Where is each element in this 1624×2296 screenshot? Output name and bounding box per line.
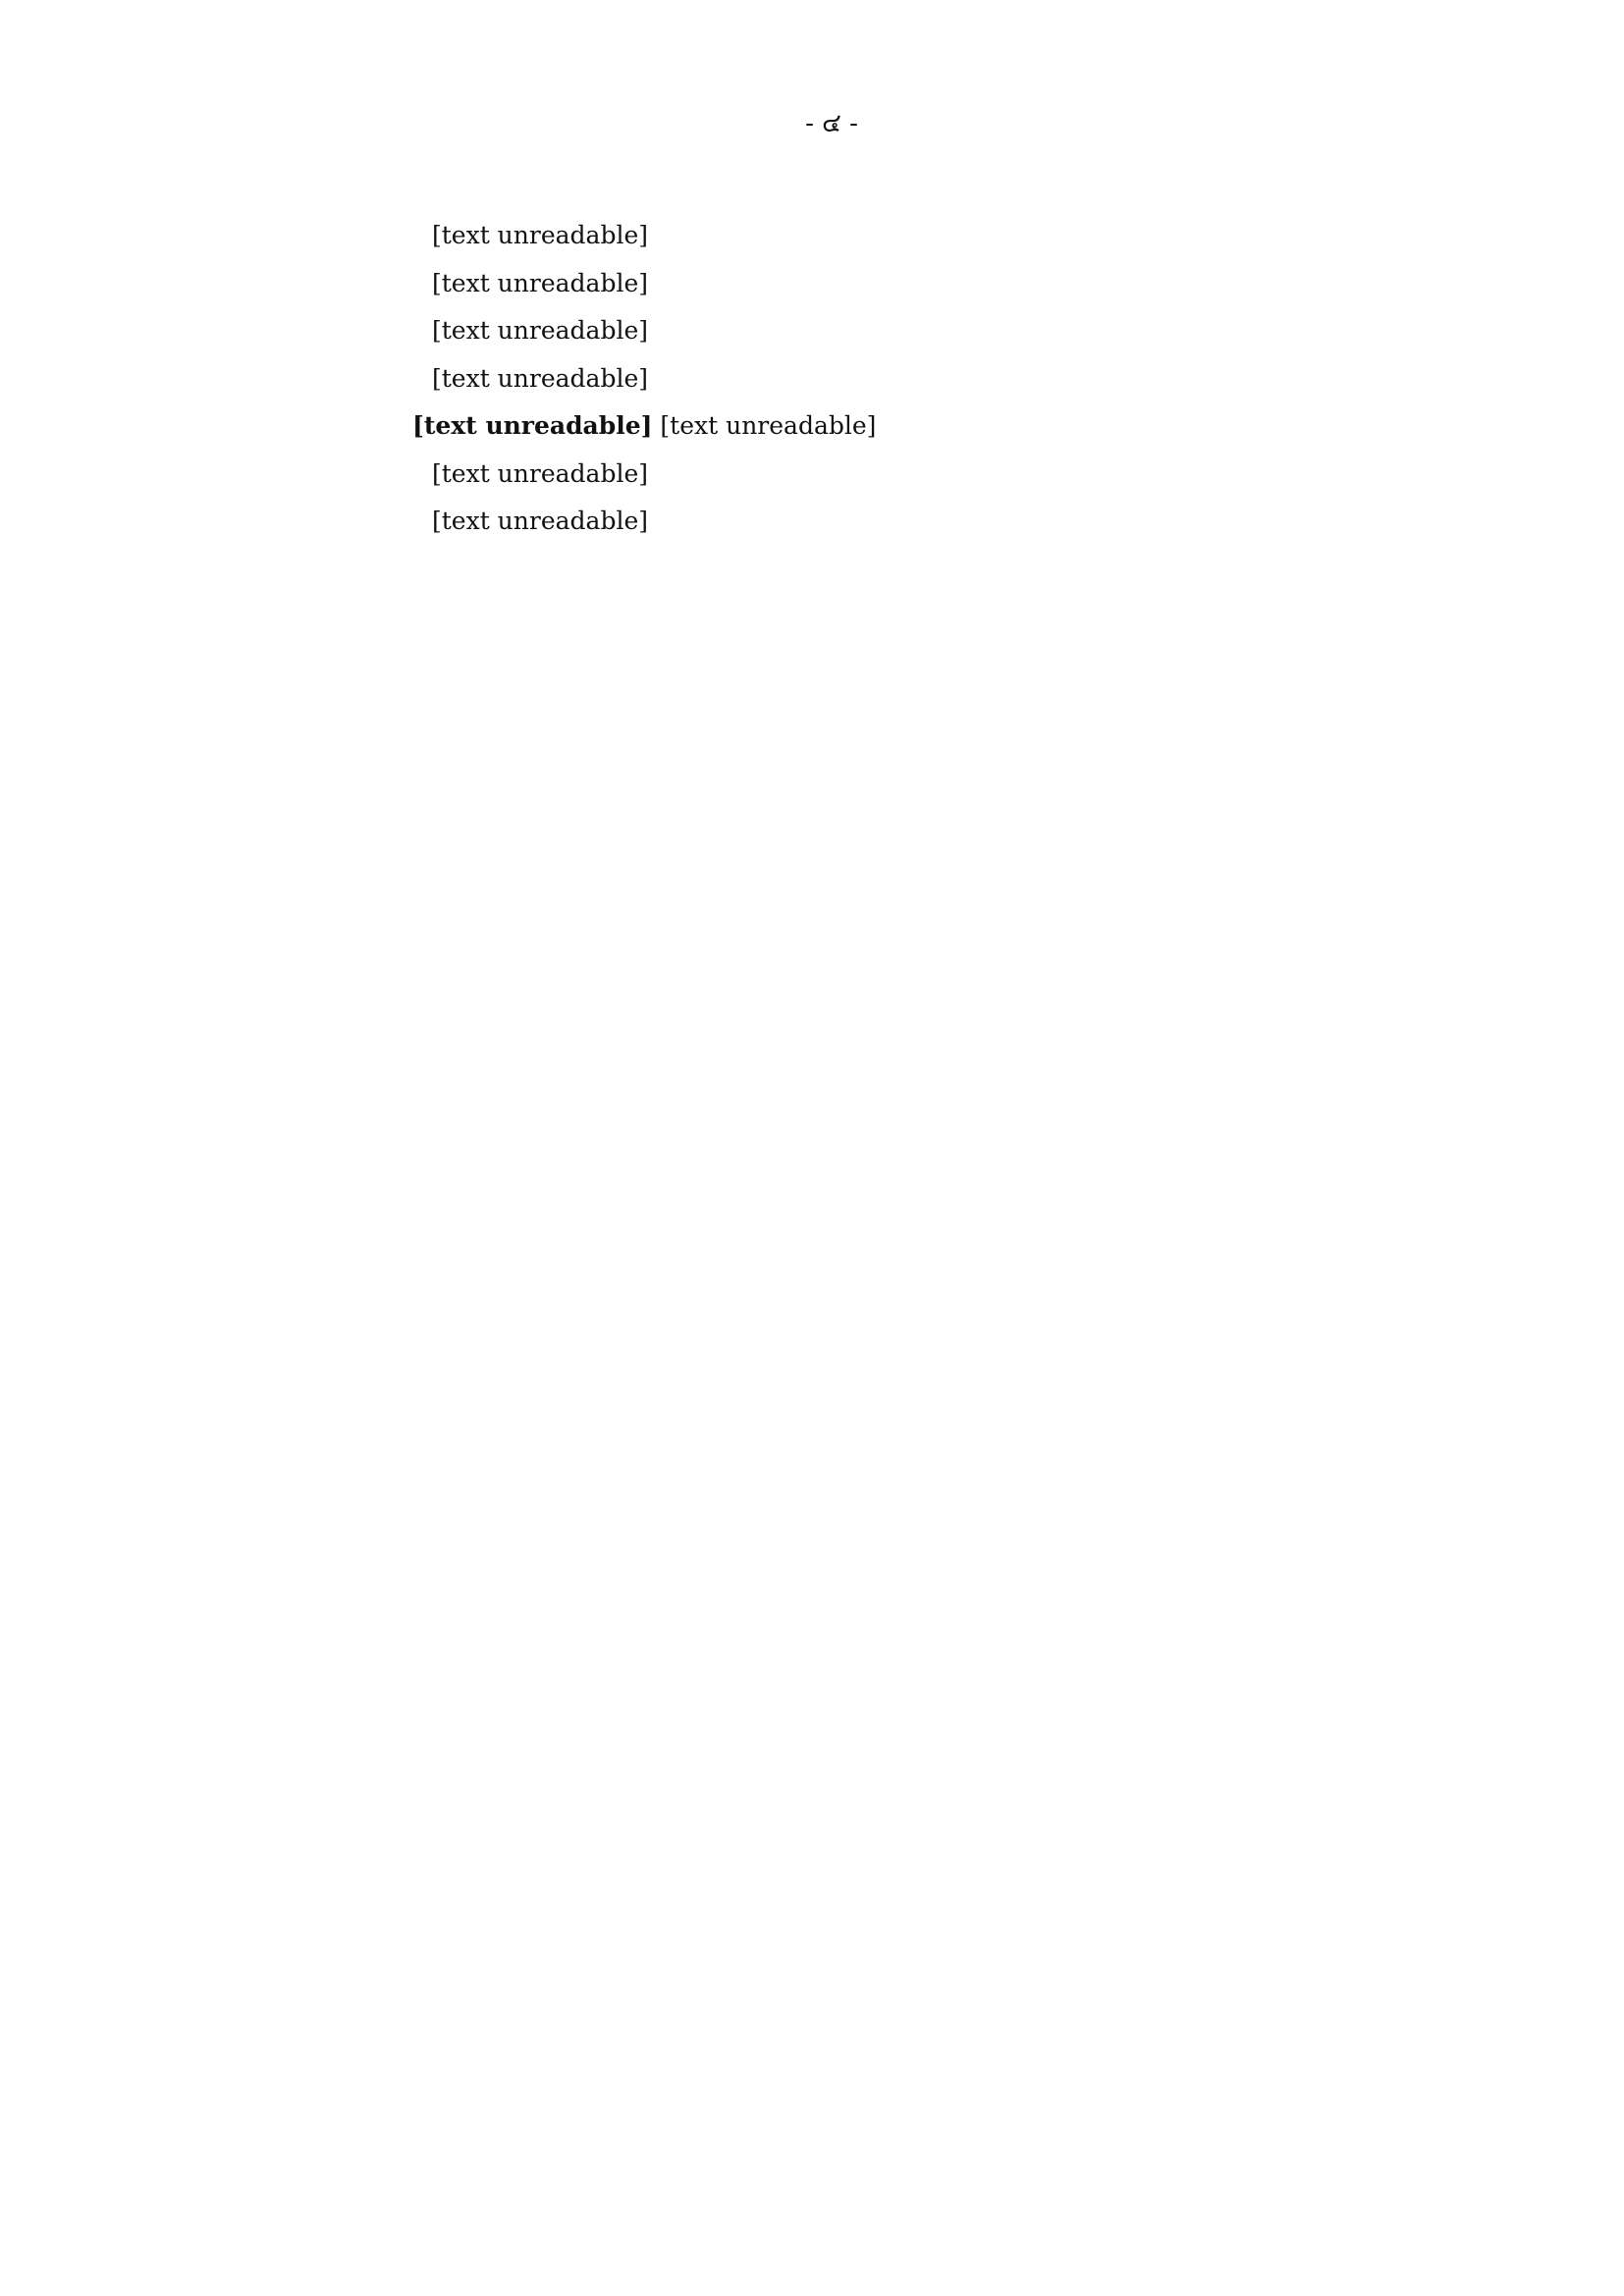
section-heading [216, 402, 1447, 451]
paragraph-item-s2-1: [text unreadable] [432, 458, 648, 488]
paragraph-item-12: [text unreadable] [432, 268, 648, 297]
page-number: - ๔ - [805, 109, 858, 138]
section-heading-suffix: [text unreadable] [660, 411, 877, 440]
paragraph-item-11: [text unreadable] [432, 221, 648, 249]
paragraph-item-s2-2: [text unreadable] [432, 507, 648, 535]
document-body [216, 212, 1447, 546]
paragraph-item-13: [text unreadable] [432, 316, 648, 345]
section-heading-bold: [text unreadable] [412, 411, 653, 440]
paragraph-item-14: [text unreadable] [432, 363, 648, 393]
